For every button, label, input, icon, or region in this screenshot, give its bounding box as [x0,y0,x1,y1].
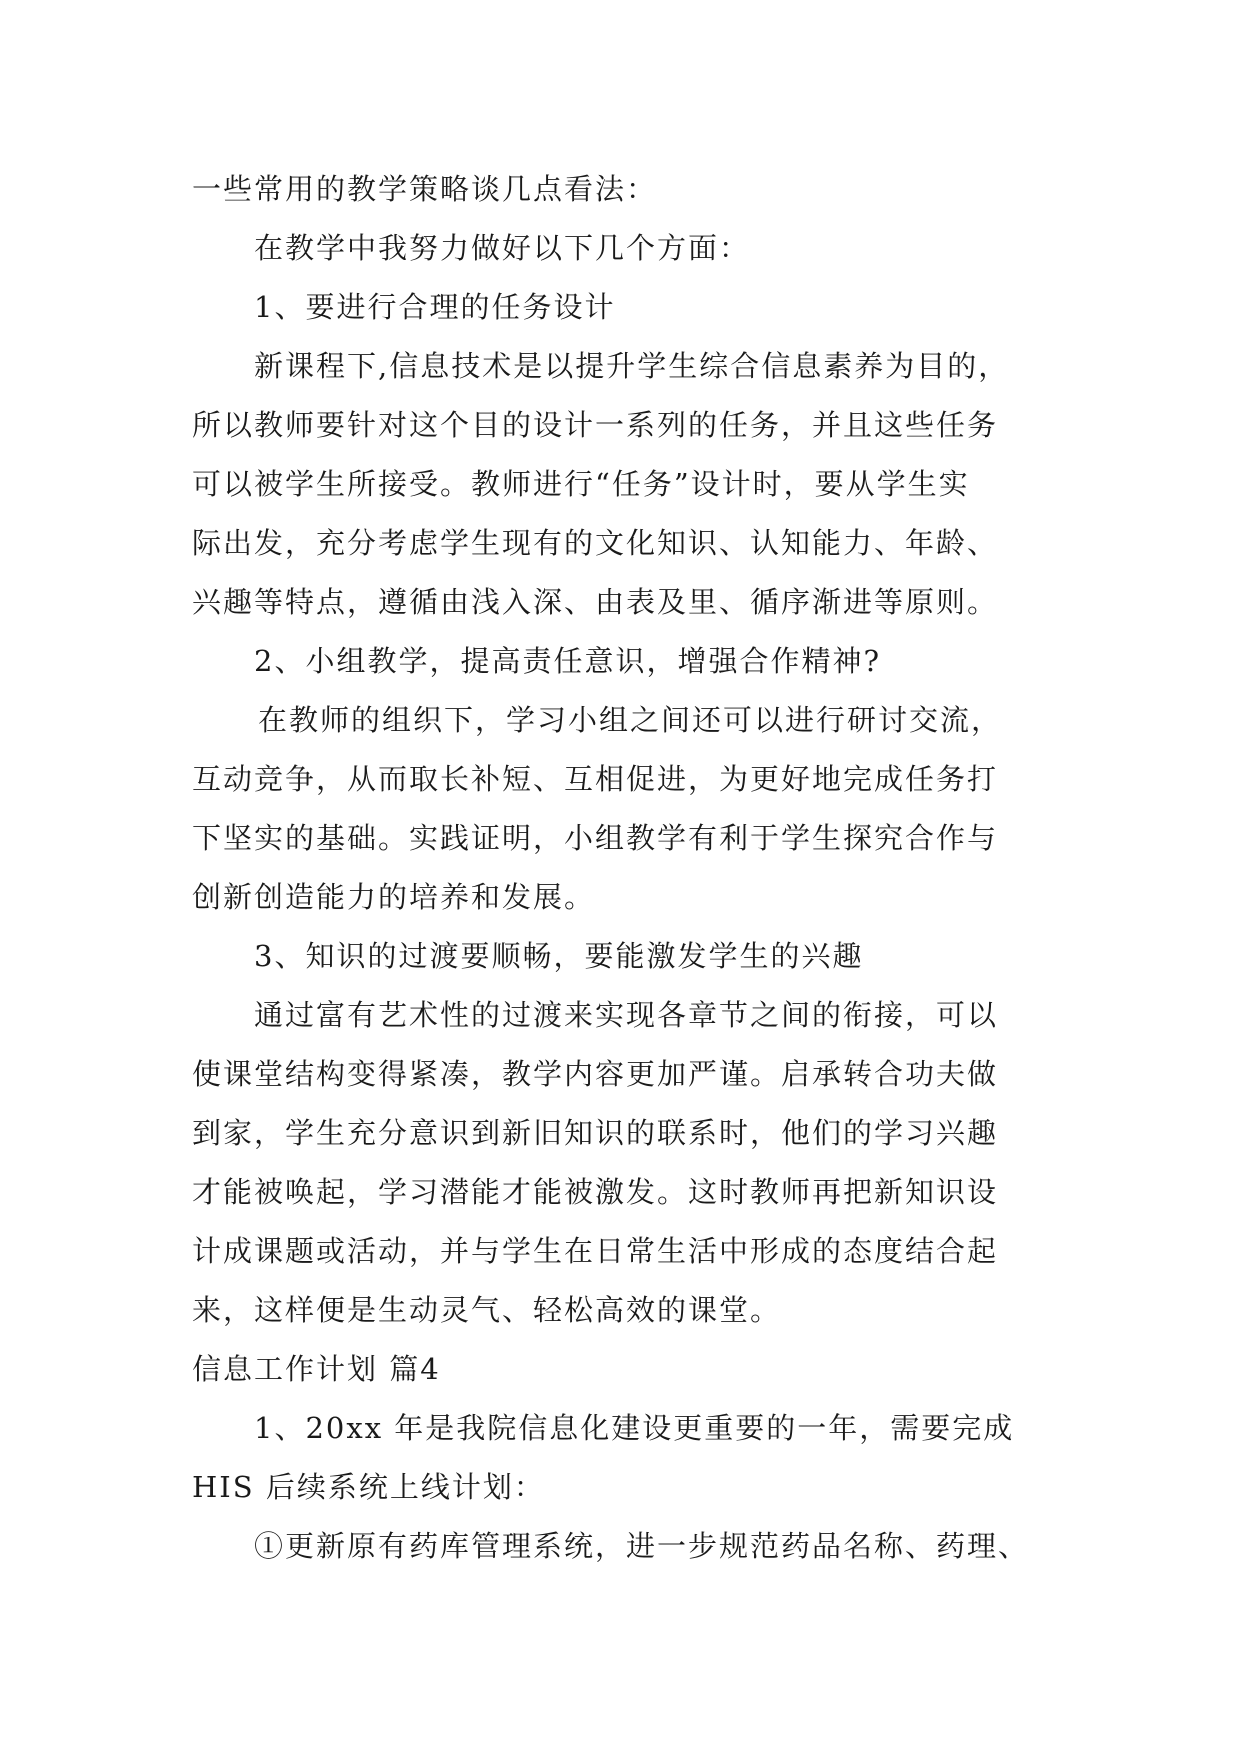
text-line: 使课堂结构变得紧凑，教学内容更加严谨。启承转合功夫做 [192,1057,999,1091]
text-line: HIS 后续系统上线计划： [192,1470,545,1504]
text-line: 一些常用的教学策略谈几点看法： [192,172,658,206]
text-line: 计成课题或活动，并与学生在日常生活中形成的态度结合起 [192,1234,999,1268]
section-heading: 3、知识的过渡要顺畅，要能激发学生的兴趣 [254,939,864,973]
text-line: 通过富有艺术性的过渡来实现各章节之间的衔接，可以 [254,998,999,1032]
section-heading: 1、要进行合理的任务设计 [254,290,616,324]
text-line: 际出发，充分考虑学生现有的文化知识、认知能力、年龄、 [192,526,999,560]
text-line: 兴趣等特点，遵循由浅入深、由表及里、循序渐进等原则。 [192,585,999,619]
text-line: 下坚实的基础。实践证明，小组教学有利于学生探究合作与 [192,821,999,855]
text-line: 到家，学生充分意识到新旧知识的联系时，他们的学习兴趣 [192,1116,999,1150]
text-line: 创新创造能力的培养和发展。 [192,880,596,914]
text-line: 来，这样便是生动灵气、轻松高效的课堂。 [192,1293,782,1327]
text-line: 在教学中我努力做好以下几个方面： [254,231,751,265]
document-body [192,160,1072,1576]
text-line: 所以教师要针对这个目的设计一系列的任务，并且这些任务 [192,408,999,442]
text-line: 互动竞争，从而取长补短、互相促进，为更好地完成任务打 [192,762,999,796]
section-heading: 2、小组教学，提高责任意识，增强合作精神? [254,644,881,678]
text-line: 可以被学生所接受。教师进行“任务”设计时，要从学生实 [192,467,970,501]
text-line: 在教师的组织下，学习小组之间还可以进行研讨交流， [258,703,1003,737]
text-line: 才能被唤起，学习潜能才能被激发。这时教师再把新知识设 [192,1175,999,1209]
text-line: 新课程下,信息技术是以提升学生综合信息素养为目的， [254,349,1010,383]
text-line: ①更新原有药库管理系统，进一步规范药品名称、药理、 [254,1529,1030,1563]
article-title: 信息工作计划 篇4 [192,1352,441,1386]
text-line: 1、20xx 年是我院信息化建设更重要的一年，需要完成 [254,1411,1015,1445]
